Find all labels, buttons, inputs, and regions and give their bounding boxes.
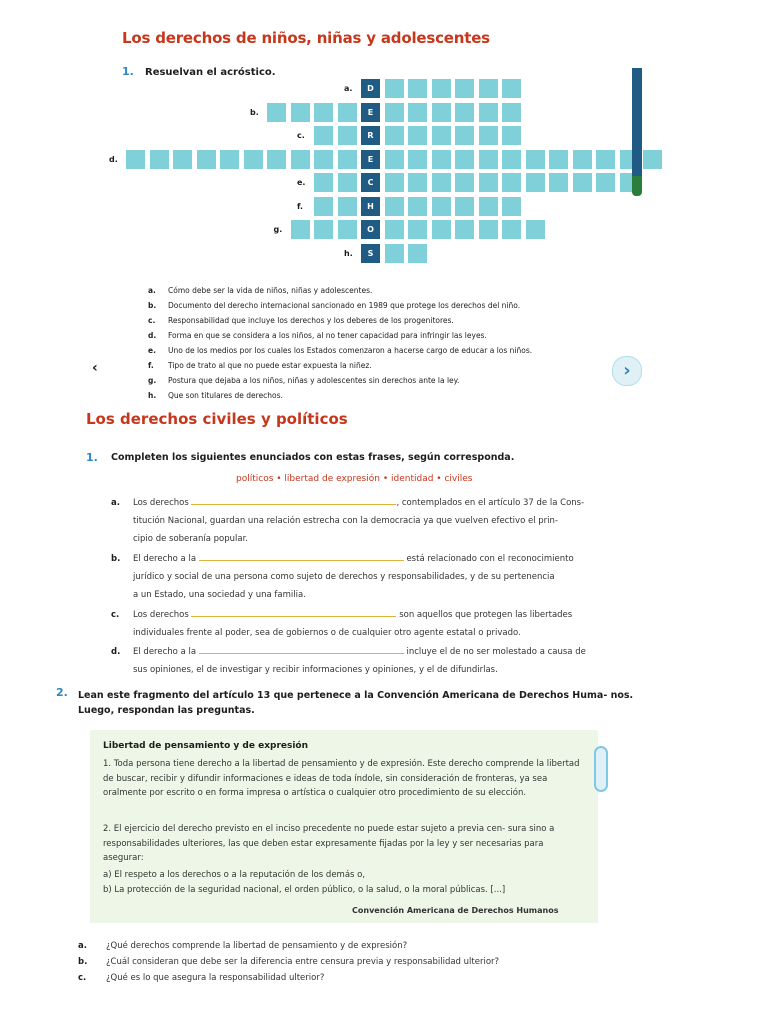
acrostic-cell[interactable] bbox=[313, 102, 334, 123]
acrostic-cell[interactable] bbox=[290, 149, 311, 170]
acrostic-cell[interactable] bbox=[384, 102, 405, 123]
acrostic-cell[interactable] bbox=[431, 102, 452, 123]
acrostic-cell[interactable] bbox=[501, 102, 522, 123]
question-number: 1. bbox=[86, 451, 98, 464]
acrostic-cell[interactable] bbox=[478, 196, 499, 217]
clue-item: h. Que son titulares de derechos. bbox=[148, 391, 283, 400]
acrostic-cell[interactable] bbox=[172, 149, 193, 170]
quote-title: Libertad de pensamiento y de expresión bbox=[103, 741, 309, 751]
acrostic-key-letter: S bbox=[360, 243, 381, 264]
acrostic-row-label: a. bbox=[344, 84, 353, 93]
clue-item: e. Uno de los medios por los cuales los Estados comenzaron a hacerse cargo de educar a los niños. bbox=[148, 346, 533, 355]
acrostic-cell[interactable] bbox=[149, 149, 170, 170]
fill-in-item: a. Los derechos , contemplados en el artículo 37 de la Cons- titución Nacional, guardan una relación estrecha con la democracia ya que vuelven efectivo el prin- cipio de soberanía popular. bbox=[111, 494, 636, 548]
acrostic-cell[interactable] bbox=[478, 102, 499, 123]
word-options: políticos • libertad de expresión • identidad • civiles bbox=[236, 474, 473, 484]
acrostic-cell[interactable] bbox=[337, 219, 358, 240]
acrostic-cell[interactable] bbox=[595, 149, 616, 170]
quote-paragraph: 1. Toda persona tiene derecho a la libertad de pensamiento y de expresión. Este derecho comprende la libertad de buscar, recibir y difundir informaciones e ideas de toda índole, sin consideración de fronteras, ya sea oralmente por escrito o en forma impresa o artística o cualquier otro procedimiento de su elección. bbox=[103, 759, 580, 798]
clue-item: d. Forma en que se considera a los niños, al no tener capacidad para infringir las leyes. bbox=[148, 331, 487, 340]
acrostic-cell[interactable] bbox=[407, 149, 428, 170]
answer-blank[interactable] bbox=[199, 643, 404, 654]
acrostic-cell[interactable] bbox=[572, 149, 593, 170]
acrostic-cell[interactable] bbox=[431, 149, 452, 170]
question-item: a. ¿Qué derechos comprende la libertad de pensamiento y de expresión? bbox=[78, 941, 408, 951]
acrostic-cell[interactable] bbox=[454, 196, 475, 217]
acrostic-cell[interactable] bbox=[384, 196, 405, 217]
page-edge-tab-accent bbox=[632, 176, 642, 196]
acrostic-cell[interactable] bbox=[196, 149, 217, 170]
acrostic-row-label: e. bbox=[297, 178, 306, 187]
question-text: Lean este fragmento del artículo 13 que pertenece a la Convención Americana de Derechos Huma- nos. Luego, respondan las preguntas. bbox=[78, 690, 634, 716]
acrostic-cell[interactable] bbox=[313, 125, 334, 146]
acrostic-cell[interactable] bbox=[454, 78, 475, 99]
question-text: Resuelvan el acróstico. bbox=[145, 67, 276, 78]
acrostic-cell[interactable] bbox=[337, 149, 358, 170]
acrostic-cell[interactable] bbox=[431, 196, 452, 217]
question-text: Completen los siguientes enunciados con estas frases, según corresponda. bbox=[111, 452, 515, 463]
acrostic-cell[interactable] bbox=[548, 149, 569, 170]
acrostic-cell[interactable] bbox=[384, 125, 405, 146]
acrostic-cell[interactable] bbox=[501, 149, 522, 170]
acrostic-cell[interactable] bbox=[219, 149, 240, 170]
acrostic-cell[interactable] bbox=[290, 102, 311, 123]
acrostic-cell[interactable] bbox=[125, 149, 146, 170]
acrostic-cell[interactable] bbox=[407, 172, 428, 193]
acrostic-cell[interactable] bbox=[525, 219, 546, 240]
acrostic-cell[interactable] bbox=[501, 172, 522, 193]
acrostic-cell[interactable] bbox=[478, 78, 499, 99]
clue-item: g. Postura que dejaba a los niños, niñas y adolescentes sin derechos ante la ley. bbox=[148, 376, 460, 385]
acrostic-cell[interactable] bbox=[431, 125, 452, 146]
acrostic-cell[interactable] bbox=[431, 172, 452, 193]
acrostic-key-letter: E bbox=[360, 149, 381, 170]
acrostic-cell[interactable] bbox=[478, 125, 499, 146]
acrostic-cell[interactable] bbox=[454, 172, 475, 193]
acrostic-row-label: b. bbox=[250, 107, 259, 117]
acrostic-cell[interactable] bbox=[431, 78, 452, 99]
acrostic-cell[interactable] bbox=[266, 149, 287, 170]
answer-blank[interactable] bbox=[191, 606, 396, 617]
acrostic-cell[interactable] bbox=[501, 196, 522, 217]
acrostic-cell[interactable] bbox=[266, 102, 287, 123]
acrostic-cell[interactable] bbox=[501, 78, 522, 99]
answer-blank[interactable] bbox=[199, 550, 404, 561]
acrostic-cell[interactable] bbox=[454, 102, 475, 123]
acrostic-cell[interactable] bbox=[407, 102, 428, 123]
acrostic-cell[interactable] bbox=[384, 219, 405, 240]
acrostic-cell[interactable] bbox=[243, 149, 264, 170]
clue-item: a. Cómo debe ser la vida de niños, niñas y adolescentes. bbox=[148, 286, 373, 295]
acrostic-cell[interactable] bbox=[454, 219, 475, 240]
acrostic-cell[interactable] bbox=[313, 172, 334, 193]
acrostic-row-label: c. bbox=[297, 131, 305, 140]
fill-in-item: d. El derecho a la incluye el de no ser molestado a causa de sus opiniones, el de investigar y recibir informaciones y opiniones, y el de difundirlas. bbox=[111, 643, 636, 679]
acrostic-key-letter: R bbox=[360, 125, 381, 146]
acrostic-key-letter: D bbox=[360, 78, 381, 99]
quote-paragraph: b) La protección de la seguridad nacional, el orden público, o la salud, o la moral públicas. [...] bbox=[103, 885, 506, 895]
acrostic-cell[interactable] bbox=[407, 125, 428, 146]
acrostic-cell[interactable] bbox=[337, 172, 358, 193]
acrostic-cell[interactable] bbox=[407, 219, 428, 240]
fill-in-item: b. El derecho a la está relacionado con el reconocimiento jurídico y social de una persona como sujeto de derechos y responsabilidades, y de su pertenencia a un Estado, una sociedad y una familia. bbox=[111, 550, 636, 604]
acrostic-cell[interactable] bbox=[595, 172, 616, 193]
section-title: Los derechos de niños, niñas y adolescentes bbox=[122, 29, 490, 47]
acrostic-key-letter: C bbox=[360, 172, 381, 193]
acrostic-cell[interactable] bbox=[313, 219, 334, 240]
acrostic-cell[interactable] bbox=[478, 149, 499, 170]
page-edge-tab bbox=[632, 68, 642, 184]
acrostic-cell[interactable] bbox=[407, 78, 428, 99]
acrostic-key-letter: E bbox=[360, 102, 381, 123]
section-title: Los derechos civiles y políticos bbox=[86, 410, 348, 428]
answer-blank[interactable] bbox=[191, 494, 396, 505]
question-item: b. ¿Cuál consideran que debe ser la diferencia entre censura previa y responsabilidad ulterior? bbox=[78, 957, 500, 967]
acrostic-cell[interactable] bbox=[525, 172, 546, 193]
question-number: 1. bbox=[122, 65, 134, 78]
clue-item: f. Tipo de trato al que no puede estar expuesta la niñez. bbox=[148, 361, 372, 370]
question-number: 2. bbox=[56, 686, 68, 699]
acrostic-cell[interactable] bbox=[313, 149, 334, 170]
acrostic-cell[interactable] bbox=[337, 125, 358, 146]
acrostic-cell[interactable] bbox=[501, 219, 522, 240]
acrostic-cell[interactable] bbox=[548, 172, 569, 193]
acrostic-cell[interactable] bbox=[478, 172, 499, 193]
quote-paragraph: a) El respeto a los derechos o a la reputación de los demás o, bbox=[103, 870, 366, 880]
acrostic-cell[interactable] bbox=[337, 196, 358, 217]
acrostic-cell[interactable] bbox=[313, 196, 334, 217]
quote-paragraph: 2. El ejercicio del derecho previsto en el inciso precedente no puede estar sujeto a previa cen- sura sino a responsabilidades ulteriores, las que deben estar expresamente fijadas por la ley y ser necesarias para asegurar: bbox=[103, 824, 555, 863]
quote-source: Convención Americana de Derechos Humanos bbox=[352, 906, 559, 915]
acrostic-cell[interactable] bbox=[337, 102, 358, 123]
acrostic-row-label: g. bbox=[273, 225, 283, 234]
acrostic-cell[interactable] bbox=[431, 219, 452, 240]
acrostic-cell[interactable] bbox=[384, 149, 405, 170]
acrostic-grid bbox=[0, 0, 768, 280]
acrostic-row-label: h. bbox=[344, 248, 353, 258]
acrostic-cell[interactable] bbox=[501, 125, 522, 146]
page-edge-tab bbox=[594, 746, 608, 792]
acrostic-cell[interactable] bbox=[642, 149, 663, 170]
prev-page-button[interactable]: ‹ bbox=[92, 360, 98, 376]
fill-in-item: c. Los derechos son aquellos que protegen las libertades individuales frente al poder, sea de gobiernos o de cualquier otro agente estatal o privado. bbox=[111, 606, 636, 642]
acrostic-cell[interactable] bbox=[572, 172, 593, 193]
acrostic-row-label: d. bbox=[109, 154, 118, 164]
acrostic-cell[interactable] bbox=[407, 196, 428, 217]
acrostic-cell[interactable] bbox=[478, 219, 499, 240]
acrostic-cell[interactable] bbox=[384, 172, 405, 193]
acrostic-cell[interactable] bbox=[384, 243, 405, 264]
acrostic-row-label: f. bbox=[297, 201, 304, 211]
clue-item: c. Responsabilidad que incluye los derechos y los deberes de los progenitores. bbox=[148, 316, 454, 325]
next-page-button[interactable]: › bbox=[612, 356, 642, 386]
acrostic-cell[interactable] bbox=[290, 219, 311, 240]
acrostic-key-letter: O bbox=[360, 219, 381, 240]
acrostic-key-letter: H bbox=[360, 196, 381, 217]
acrostic-cell[interactable] bbox=[454, 125, 475, 146]
acrostic-cell[interactable] bbox=[407, 243, 428, 264]
clue-item: b. Documento del derecho internacional sancionado en 1989 que protege los derechos del niño. bbox=[148, 301, 521, 310]
acrostic-cell[interactable] bbox=[525, 149, 546, 170]
question-item: c. ¿Qué es lo que asegura la responsabilidad ulterior? bbox=[78, 973, 325, 983]
acrostic-cell[interactable] bbox=[384, 78, 405, 99]
acrostic-cell[interactable] bbox=[454, 149, 475, 170]
